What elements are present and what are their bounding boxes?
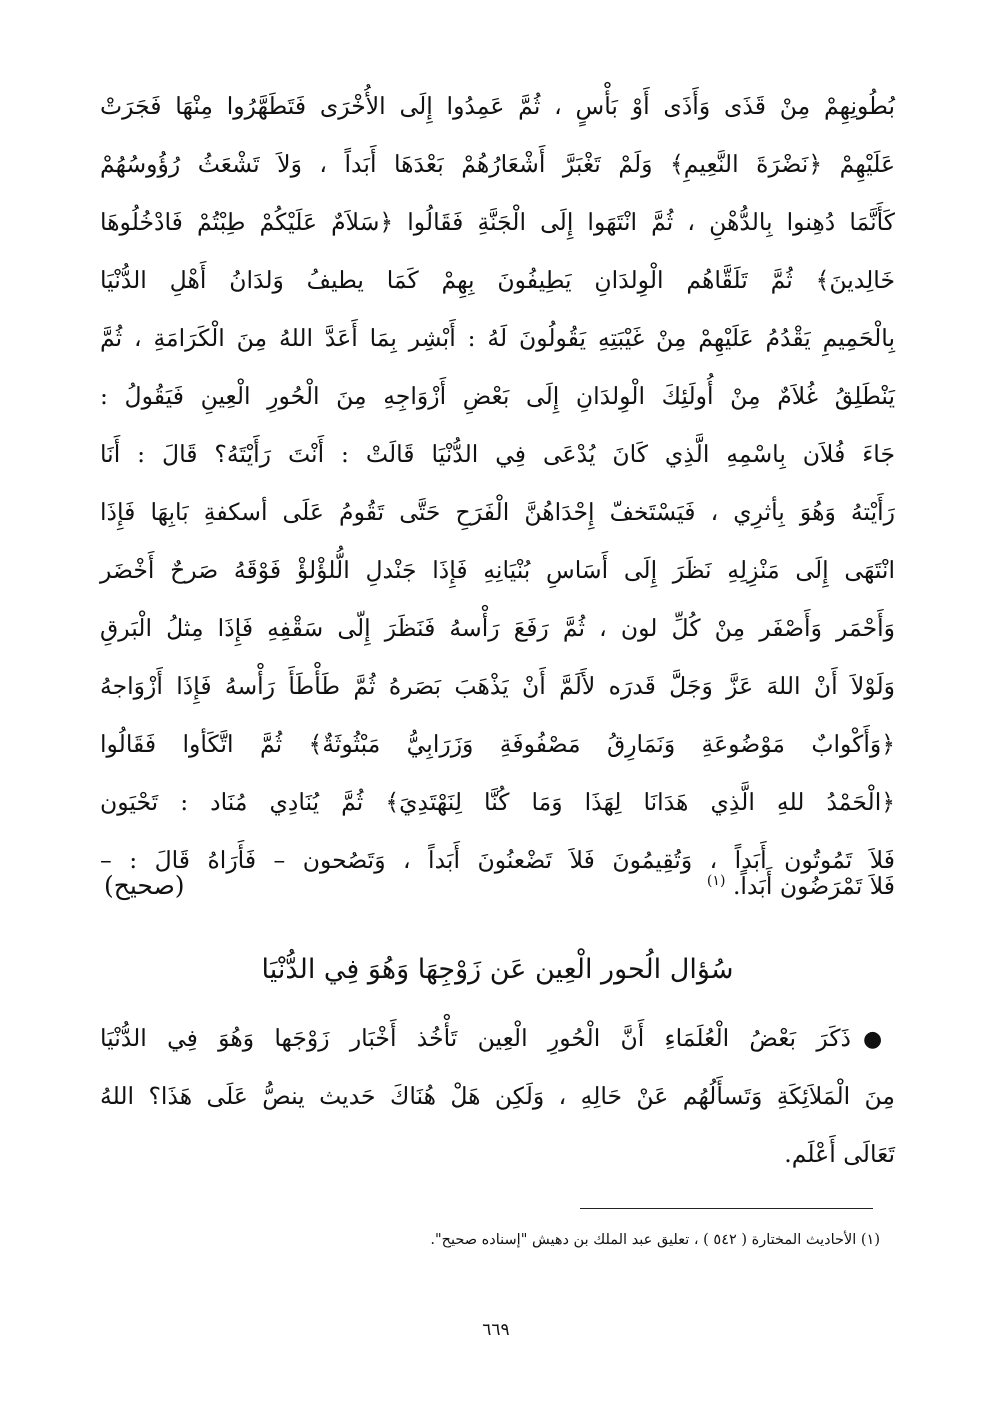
body-line: رَأَيْتهُ وَهُوَ بِأثرِي ، فَيَسْتَخفّ إِحْدَاهُنَّ الْفَرَحِ حَتَّى تَقُومُ عَلَى أسكفةِ بَابِهَا فَإِذَا [100, 498, 895, 526]
body-line: ﴿وَأَكْوابٌ مَوْضُوعَةِ وَنَمَارِقُ مَصْفُوفَةِ وَزَرَابِيُّ مَبْثُوثَةٌ﴾ ثُمَّ اتَّكَأوا فَقَالُوا [100, 730, 895, 758]
body-line-last [100, 866, 895, 906]
body-line-text: فَلاَ تَمْرَضُون أَبَداً. [732, 872, 895, 900]
section-line: مِنَ الْمَلاَئِكَةِ وَتَسأَلُهُم عَنْ حَالِهِ ، وَلَكِن هَلْ هُنَاكَ حَديث ينصُّ عَلَى هَذَا؟ اللهُ [100, 1082, 895, 1110]
footnote-divider [580, 1208, 873, 1209]
body-line: خَالِدينَ﴾ ثُمَّ تَلَقَّاهُم الْوِلدَانِ يَطِيفُونَ بِهِمْ كَمَا يطيفُ وَلدَانُ أَهْلِ الدُّنْيَا [100, 266, 895, 294]
section-line-last: تَعَالَى أَعْلَم. [784, 1140, 895, 1168]
body-line: يَنْطَلِقُ غُلاَمٌ مِنْ أُولَئِكَ الْوِلدَانِ إِلَى بَعْضِ أَزْوَاجِهِ مِنَ الْحُورِ الْعِينِ فَيَقُولُ : [100, 382, 895, 410]
body-line: بُطُونِهِمْ مِنْ قَذَى وَأَذَى أَوْ بَأْسٍ ، ثُمَّ عَمِدُوا إِلَى الأُخْرَى فَتَطَهَّرُوا مِنْهَا فَجَرَتْ [100, 92, 895, 120]
bullet-icon: ● [863, 1027, 895, 1052]
body-line: وَأَحْمَر وَأَصْفَر مِنْ كُلِّ لون ، ثُمَّ رَفَعَ رَأْسهُ فَنَظَرَ إِلّى سَقْفِهِ فَإِذَا مِثلُ الْبَرقِ [100, 614, 895, 642]
section-line-text: ذَكَرَ بَعْضُ الْعُلَمَاءِ أَنَّ الْحُورِ الْعِين تَأْخُذ أَخْبَار زَوْجَها وَهُوَ فِي الدُّنْيَا [100, 1024, 851, 1052]
hadith-grade: (صحيح) [104, 871, 185, 900]
footnote: (١) الأحاديث المختارة ( ٥٤٢ ) ، تعليق عبد الملك بن دهيش "إسناده صحيح". [430, 1232, 880, 1248]
body-line: عَلَيْهِمْ ﴿نَضْرَةَ النَّعِيمِ﴾ وَلَمْ تَغْبَرَّ أَشْعَارُهُمْ بَعْدَهَا أَبَداً ، وَلاَ تَشْعَثُ رُؤُوسُهُمْ [100, 150, 895, 178]
footnote-marker: (١) [706, 873, 726, 890]
page-number: ٦٦٩ [482, 1320, 510, 1340]
body-line: انْتَهَى إِلَى مَنْزِلِهِ نَظَرَ إِلَى أَسَاسِ بُنْيَانِهِ فَإِذَا جَنْدلِ الُّلؤْلؤْ فَوْقَهُ صَرحٌ أَخْضَر [100, 556, 895, 584]
body-line: جَاءَ فُلاَن بِاسْمِهِ الَّذِي كَانَ يُدْعَى فِي الدُّنْيَا قَالَتْ : أَنْتَ رَأَيْتَهُ؟ قَالَ : أَنَا [100, 440, 895, 468]
body-line: بِالْحَمِيمِ يَقْدُمُ عَلَيْهِمْ مِنْ غَيْبَتِهِ يَقُولُونَ لَهُ : أَبْشِر بِمَا أَعَدَّ اللهُ مِنَ الْكَرَامَةِ ، ثُمَّ [100, 324, 895, 352]
section-line [100, 1018, 895, 1060]
body-line: ﴿الْحَمْدُ للهِ الَّذِي هَدَانَا لِهَذَا وَمَا كُنَّا لِنَهْتَدِيَ﴾ ثُمَّ يُنَادِي مُنَاد : تَحْيَون [100, 788, 895, 816]
body-line: وَلَوْلاَ أَنْ اللهَ عَزَّ وَجَلَّ قَدرَه لأَلَمَّ أَنْ يَذْهَبَ بَصَرهُ ثُمَّ طَأْطَأَ رَأْسهُ فَإِذَا أَزْوَاجهُ [100, 672, 895, 700]
section-heading: سُؤال الُحور الْعِين عَن زَوْجِهَا وَهُوَ فِي الدُّنْيَا [261, 954, 734, 985]
body-line: كَأَنَّمَا دُهِنوا بِالدُّهْنِ ، ثُمَّ انْتَهَوا إِلَى الْجَنَّةِ فَقَالُوا ﴿سَلاَمٌ عَلَيْكُمْ طِبْتُمْ فَادْخُلُوهَا [100, 208, 895, 236]
body-line: فَلاَ تَمُوتُون أَبَداً ، وَتُقِيمُونَ فَلاَ تَضْعنُونَ أَبَداً ، وَتَصُحون – فَأَرَاهُ قَالَ : – [100, 846, 895, 874]
